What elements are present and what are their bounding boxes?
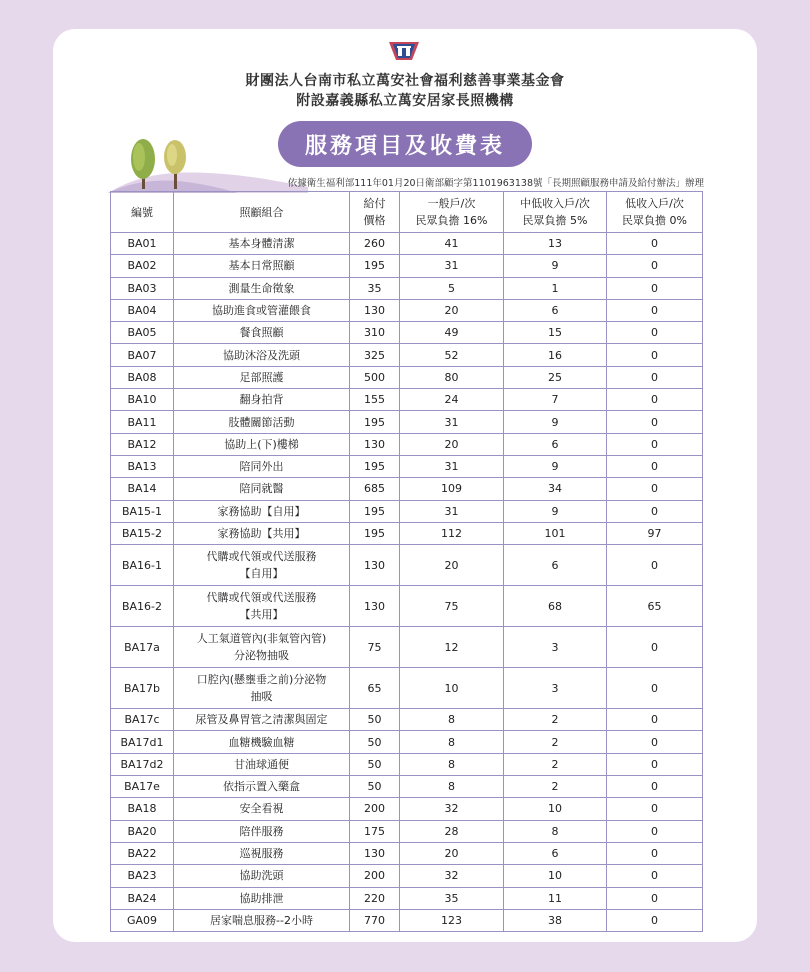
cell-code: BA23 — [111, 865, 174, 887]
cell-price: 195 — [350, 255, 400, 277]
cell-price: 130 — [350, 433, 400, 455]
cell-midlow: 34 — [504, 478, 607, 500]
cell-combo: 家務協助【共用】 — [174, 522, 350, 544]
table-row — [111, 322, 703, 344]
cell-price: 195 — [350, 455, 400, 477]
cell-combo-line2: 抽吸 — [250, 690, 273, 704]
cell-low: 0 — [607, 478, 703, 500]
cell-price: 130 — [350, 545, 400, 586]
cell-low: 0 — [607, 909, 703, 931]
cell-low: 0 — [607, 753, 703, 775]
table-row — [111, 478, 703, 500]
cell-combo-line2: 分泌物抽吸 — [234, 649, 289, 663]
cell-combo: 協助上(下)樓梯 — [174, 433, 350, 455]
cell-code: BA22 — [111, 842, 174, 864]
header-midlow-line2: 民眾負擔 5% — [522, 214, 588, 227]
cell-general: 80 — [400, 366, 504, 388]
table-row — [111, 389, 703, 411]
cell-low: 0 — [607, 545, 703, 586]
cell-code: BA03 — [111, 277, 174, 299]
header-low-line2: 民眾負擔 0% — [622, 214, 687, 227]
cell-general: 20 — [400, 299, 504, 321]
cell-midlow: 9 — [504, 411, 607, 433]
cell-general: 123 — [400, 909, 504, 931]
table-row — [111, 627, 703, 668]
header-midlow-line1: 中低收入戶/次 — [520, 197, 590, 210]
table-row — [111, 731, 703, 753]
table-header-row — [111, 192, 703, 233]
cell-midlow: 6 — [504, 299, 607, 321]
cell-midlow: 7 — [504, 389, 607, 411]
cell-midlow: 3 — [504, 627, 607, 668]
cell-price: 50 — [350, 753, 400, 775]
cell-low: 0 — [607, 389, 703, 411]
cell-combo: 餐食照顧 — [174, 322, 350, 344]
table-row — [111, 887, 703, 909]
cell-general: 112 — [400, 522, 504, 544]
cell-code: BA14 — [111, 478, 174, 500]
cell-price: 325 — [350, 344, 400, 366]
cell-general: 20 — [400, 433, 504, 455]
cell-combo — [174, 668, 350, 709]
cell-price: 35 — [350, 277, 400, 299]
cell-general: 31 — [400, 255, 504, 277]
cell-low: 0 — [607, 668, 703, 709]
cell-general: 41 — [400, 233, 504, 255]
header-low-line1: 低收入戶/次 — [625, 197, 684, 210]
cell-price: 220 — [350, 887, 400, 909]
cell-low: 0 — [607, 887, 703, 909]
cell-combo — [174, 545, 350, 586]
cell-price: 130 — [350, 299, 400, 321]
cell-midlow: 2 — [504, 753, 607, 775]
cell-midlow: 6 — [504, 545, 607, 586]
cell-general: 32 — [400, 865, 504, 887]
table-row — [111, 299, 703, 321]
cell-code: BA17e — [111, 776, 174, 798]
fee-table — [110, 191, 703, 932]
cell-combo — [174, 586, 350, 627]
cell-code: BA15-1 — [111, 500, 174, 522]
cell-combo: 肢體關節活動 — [174, 411, 350, 433]
cell-midlow: 2 — [504, 709, 607, 731]
cell-general: 5 — [400, 277, 504, 299]
cell-midlow: 6 — [504, 433, 607, 455]
cell-code: BA02 — [111, 255, 174, 277]
cell-code: BA12 — [111, 433, 174, 455]
cell-general: 31 — [400, 455, 504, 477]
header-price-line1: 給付 — [363, 197, 386, 210]
cell-combo: 尿管及鼻胃管之清潔與固定 — [174, 709, 350, 731]
cell-midlow: 10 — [504, 798, 607, 820]
cell-combo-line2: 【自用】 — [239, 567, 284, 581]
table-row — [111, 709, 703, 731]
cell-combo: 依指示置入藥盒 — [174, 776, 350, 798]
cell-midlow: 68 — [504, 586, 607, 627]
header-general-line1: 一般戶/次 — [427, 197, 476, 210]
header-low — [607, 192, 703, 233]
cell-code: BA16-2 — [111, 586, 174, 627]
table-row — [111, 820, 703, 842]
cell-price: 200 — [350, 865, 400, 887]
cell-combo: 測量生命徵象 — [174, 277, 350, 299]
cell-low: 0 — [607, 366, 703, 388]
cell-combo: 翻身拍背 — [174, 389, 350, 411]
cell-low: 0 — [607, 820, 703, 842]
cell-price: 310 — [350, 322, 400, 344]
table-row — [111, 776, 703, 798]
cell-price: 200 — [350, 798, 400, 820]
cell-price: 195 — [350, 500, 400, 522]
cell-combo: 基本身體清潔 — [174, 233, 350, 255]
cell-price: 50 — [350, 776, 400, 798]
cell-price: 75 — [350, 627, 400, 668]
cell-combo: 血糖機驗血糖 — [174, 731, 350, 753]
cell-price: 260 — [350, 233, 400, 255]
cell-price: 50 — [350, 731, 400, 753]
cell-code: BA15-2 — [111, 522, 174, 544]
cell-low: 65 — [607, 586, 703, 627]
cell-low: 0 — [607, 500, 703, 522]
cell-combo: 家務協助【自用】 — [174, 500, 350, 522]
cell-combo: 巡視服務 — [174, 842, 350, 864]
cell-general: 28 — [400, 820, 504, 842]
page-title: 服務項目及收費表 — [278, 121, 532, 167]
cell-code: BA04 — [111, 299, 174, 321]
cell-midlow: 2 — [504, 776, 607, 798]
cell-general: 12 — [400, 627, 504, 668]
cell-combo — [174, 627, 350, 668]
cell-general: 8 — [400, 776, 504, 798]
cell-midlow: 38 — [504, 909, 607, 931]
table-row — [111, 842, 703, 864]
cell-combo-line1: 人工氣道管內(非氣管內管) — [196, 632, 327, 646]
cell-code: BA17c — [111, 709, 174, 731]
cell-combo: 協助沐浴及洗頭 — [174, 344, 350, 366]
header-general — [400, 192, 504, 233]
table-row — [111, 455, 703, 477]
cell-combo: 足部照護 — [174, 366, 350, 388]
cell-price: 175 — [350, 820, 400, 842]
cell-code: BA08 — [111, 366, 174, 388]
cell-midlow: 13 — [504, 233, 607, 255]
cell-code: BA10 — [111, 389, 174, 411]
table-row — [111, 366, 703, 388]
cell-code: BA17d2 — [111, 753, 174, 775]
cell-code: BA05 — [111, 322, 174, 344]
cell-low: 0 — [607, 233, 703, 255]
cell-general: 31 — [400, 500, 504, 522]
cell-low: 0 — [607, 776, 703, 798]
cell-code: GA09 — [111, 909, 174, 931]
cell-code: BA11 — [111, 411, 174, 433]
cell-low: 0 — [607, 455, 703, 477]
header-combo: 照顧組合 — [174, 192, 350, 233]
table-row — [111, 753, 703, 775]
table-row — [111, 909, 703, 931]
cell-price: 155 — [350, 389, 400, 411]
cell-combo: 協助排泄 — [174, 887, 350, 909]
cell-combo-line1: 代購或代領或代送服務 — [206, 550, 317, 564]
cell-price: 130 — [350, 842, 400, 864]
cell-code: BA07 — [111, 344, 174, 366]
organization-name: 財團法人台南市私立萬安社會福利慈善事業基金會 — [245, 73, 565, 89]
table-row — [111, 522, 703, 544]
table-row — [111, 433, 703, 455]
cell-general: 49 — [400, 322, 504, 344]
table-row — [111, 411, 703, 433]
cell-general: 31 — [400, 411, 504, 433]
cell-combo-line2: 【共用】 — [239, 608, 284, 622]
cell-low: 0 — [607, 709, 703, 731]
cell-midlow: 3 — [504, 668, 607, 709]
cell-midlow: 10 — [504, 865, 607, 887]
cell-midlow: 15 — [504, 322, 607, 344]
cell-low: 0 — [607, 277, 703, 299]
cell-midlow: 9 — [504, 500, 607, 522]
cell-midlow: 6 — [504, 842, 607, 864]
cell-low: 0 — [607, 255, 703, 277]
cell-combo: 陪伴服務 — [174, 820, 350, 842]
header-midlow — [504, 192, 607, 233]
cell-midlow: 11 — [504, 887, 607, 909]
cell-general: 35 — [400, 887, 504, 909]
header-code: 編號 — [111, 192, 174, 233]
cell-low: 0 — [607, 798, 703, 820]
table-row — [111, 344, 703, 366]
cell-midlow: 2 — [504, 731, 607, 753]
cell-low: 0 — [607, 865, 703, 887]
cell-low: 0 — [607, 627, 703, 668]
cell-combo: 基本日常照顧 — [174, 255, 350, 277]
cell-low: 0 — [607, 344, 703, 366]
cell-midlow: 9 — [504, 455, 607, 477]
cell-code: BA17a — [111, 627, 174, 668]
table-row — [111, 668, 703, 709]
cell-low: 0 — [607, 299, 703, 321]
cell-combo: 陪同就醫 — [174, 478, 350, 500]
institution-name: 附設嘉義縣私立萬安居家長照機構 — [296, 93, 514, 109]
cell-combo: 陪同外出 — [174, 455, 350, 477]
cell-midlow: 1 — [504, 277, 607, 299]
cell-price: 500 — [350, 366, 400, 388]
cell-general: 52 — [400, 344, 504, 366]
cell-general: 8 — [400, 753, 504, 775]
cell-low: 0 — [607, 433, 703, 455]
cell-code: BA01 — [111, 233, 174, 255]
cell-midlow: 8 — [504, 820, 607, 842]
cell-low: 0 — [607, 411, 703, 433]
cell-price: 50 — [350, 709, 400, 731]
cell-low: 0 — [607, 842, 703, 864]
cell-price: 195 — [350, 411, 400, 433]
organization-logo-icon — [387, 40, 421, 62]
cell-midlow: 101 — [504, 522, 607, 544]
cell-combo-line1: 口腔內(懸壅垂之前)分泌物 — [196, 673, 327, 687]
regulation-basis-note: 依據衛生福利部111年01月20日衛部顧字第1101963138號「長期照顧服務申請及給付辦法」辦理 — [287, 178, 704, 189]
cell-code: BA20 — [111, 820, 174, 842]
cell-code: BA24 — [111, 887, 174, 909]
cell-general: 20 — [400, 545, 504, 586]
cell-low: 0 — [607, 731, 703, 753]
cell-code: BA18 — [111, 798, 174, 820]
cell-midlow: 9 — [504, 255, 607, 277]
cell-midlow: 16 — [504, 344, 607, 366]
cell-combo-line1: 代購或代領或代送服務 — [206, 591, 317, 605]
cell-general: 32 — [400, 798, 504, 820]
cell-price: 65 — [350, 668, 400, 709]
cell-code: BA13 — [111, 455, 174, 477]
cell-combo: 協助進食或管灌餵食 — [174, 299, 350, 321]
cell-general: 75 — [400, 586, 504, 627]
table-row — [111, 798, 703, 820]
cell-price: 685 — [350, 478, 400, 500]
cell-midlow: 25 — [504, 366, 607, 388]
cell-general: 20 — [400, 842, 504, 864]
table-row — [111, 500, 703, 522]
cell-price: 770 — [350, 909, 400, 931]
table-row — [111, 255, 703, 277]
cell-general: 8 — [400, 731, 504, 753]
cell-price: 195 — [350, 522, 400, 544]
table-row — [111, 233, 703, 255]
table-row — [111, 586, 703, 627]
cell-general: 8 — [400, 709, 504, 731]
cell-low: 97 — [607, 522, 703, 544]
table-row — [111, 545, 703, 586]
cell-general: 10 — [400, 668, 504, 709]
cell-code: BA17b — [111, 668, 174, 709]
cell-combo: 安全看視 — [174, 798, 350, 820]
cell-general: 24 — [400, 389, 504, 411]
table-row — [111, 277, 703, 299]
header-general-line2: 民眾負擔 16% — [415, 214, 488, 227]
cell-combo: 甘油球通便 — [174, 753, 350, 775]
header-price — [350, 192, 400, 233]
cell-price: 130 — [350, 586, 400, 627]
header-price-line2: 價格 — [363, 214, 386, 227]
cell-code: BA16-1 — [111, 545, 174, 586]
table-row — [111, 865, 703, 887]
cell-combo: 居家喘息服務--2小時 — [174, 909, 350, 931]
cell-low: 0 — [607, 322, 703, 344]
cell-general: 109 — [400, 478, 504, 500]
cell-code: BA17d1 — [111, 731, 174, 753]
cell-combo: 協助洗頭 — [174, 865, 350, 887]
